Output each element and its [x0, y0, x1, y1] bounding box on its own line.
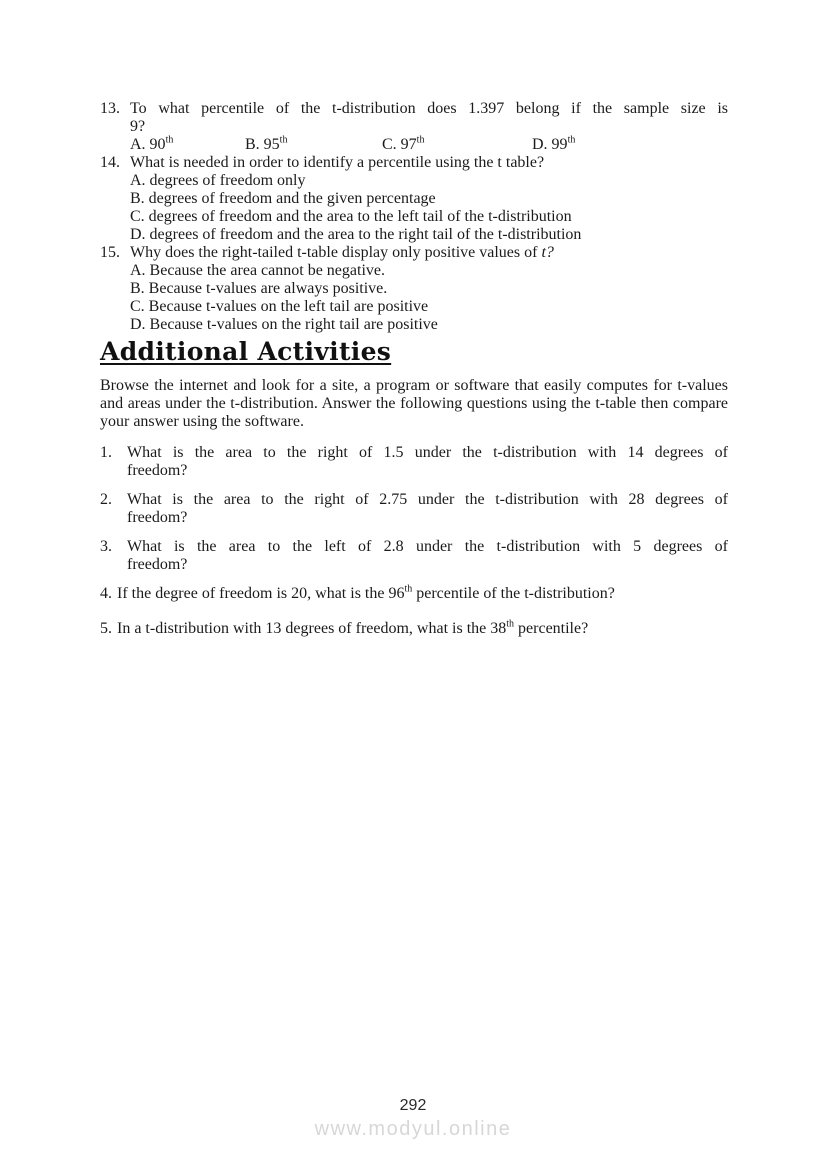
question-14-text: What is needed in order to identify a percentile using the t table? [130, 154, 545, 171]
page-number: 292 [399, 1097, 427, 1114]
option-label: A. 90 [130, 136, 166, 153]
ordinal-suffix: th [567, 134, 576, 146]
option-label: C. 97 [382, 136, 417, 153]
activity-4-text-post: percentile of the t-distribution? [412, 585, 615, 602]
question-13-text-line2: 9? [130, 118, 146, 135]
activity-3-number: 3. [100, 538, 112, 555]
question-15-text-italic-t: t [541, 244, 546, 261]
question-14 [100, 154, 728, 244]
activity-4-number: 4. [100, 585, 112, 602]
activity-3-text-line2: freedom? [127, 556, 188, 573]
activity-1-body [127, 444, 728, 480]
question-15-option-b: B. Because t-values are always positive. [130, 280, 388, 297]
question-14-number: 14. [100, 154, 120, 171]
question-15 [100, 244, 728, 334]
option-label: B. 95 [245, 136, 280, 153]
activity-item-2 [100, 491, 728, 527]
ordinal-suffix: th [404, 583, 413, 595]
question-13-options-row [130, 136, 728, 154]
activity-2-text-line2: freedom? [127, 509, 188, 526]
activity-5-text-pre: In a t-distribution with 13 degrees of freedom, what is the 38 [117, 620, 507, 637]
activity-3-text-line1: What is the area to the left of 2.8 under the t-distribution with 5 degrees of [127, 538, 728, 555]
option-label: D. 99 [532, 136, 568, 153]
question-13 [100, 100, 728, 154]
question-15-text-post: ? [545, 244, 554, 261]
question-15-body [130, 244, 728, 334]
activity-2-body [127, 491, 728, 527]
activity-5-number: 5. [100, 620, 112, 637]
question-13-text-line1: To what percentile of the t-distribution does 1.397 belong if the sample size is [130, 100, 728, 117]
activity-1-text-line1: What is the area to the right of 1.5 under the t-distribution with 14 degrees of [127, 444, 728, 461]
question-15-text-pre: Why does the right-tailed t-table display only positive values of [130, 244, 542, 261]
page-content [100, 100, 728, 655]
ordinal-suffix: th [279, 134, 288, 146]
activity-item-5 [100, 620, 728, 638]
watermark-text: www.modyul.online [314, 1118, 512, 1140]
ordinal-suffix: th [506, 618, 515, 630]
question-14-option-d: D. degrees of freedom and the area to the right tail of the t-distribution [130, 226, 582, 243]
activity-1-text-line2: freedom? [127, 462, 188, 479]
question-15-option-a: A. Because the area cannot be negative. [130, 262, 385, 279]
question-14-body [130, 154, 728, 244]
section-intro-paragraph: Browse the internet and look for a site, a program or software that easily computes for t-values and areas under the t-distribution. Answer the following questions using the t-table then compare your answer using the software. [100, 377, 728, 430]
question-15-text [130, 244, 728, 262]
question-13-body [130, 100, 728, 154]
question-15-number: 15. [100, 244, 120, 261]
section-heading: Additional Activities [100, 337, 392, 366]
activity-3-body [127, 538, 728, 574]
activity-4-text-pre: If the degree of freedom is 20, what is the 96 [117, 585, 405, 602]
question-13-option-c [382, 136, 532, 154]
activity-1-number: 1. [100, 444, 112, 461]
question-15-option-d: D. Because t-values on the right tail are positive [130, 316, 438, 333]
ordinal-suffix: th [165, 134, 174, 146]
question-14-option-a: A. degrees of freedom only [130, 172, 306, 189]
question-13-option-b [245, 136, 382, 154]
ordinal-suffix: th [416, 134, 425, 146]
question-13-number: 13. [100, 100, 120, 117]
activity-item-4 [100, 585, 728, 603]
question-14-option-c: C. degrees of freedom and the area to the left tail of the t-distribution [130, 208, 572, 225]
activity-item-3 [100, 538, 728, 574]
question-13-option-d [532, 136, 575, 154]
activity-item-1 [100, 444, 728, 480]
activity-2-text-line1: What is the area to the right of 2.75 under the t-distribution with 28 degrees of [127, 491, 728, 508]
activity-2-number: 2. [100, 491, 112, 508]
question-14-option-b: B. degrees of freedom and the given percentage [130, 190, 436, 207]
question-13-option-a [130, 136, 245, 154]
question-15-option-c: C. Because t-values on the left tail are positive [130, 298, 429, 315]
activity-5-text-post: percentile? [514, 620, 589, 637]
